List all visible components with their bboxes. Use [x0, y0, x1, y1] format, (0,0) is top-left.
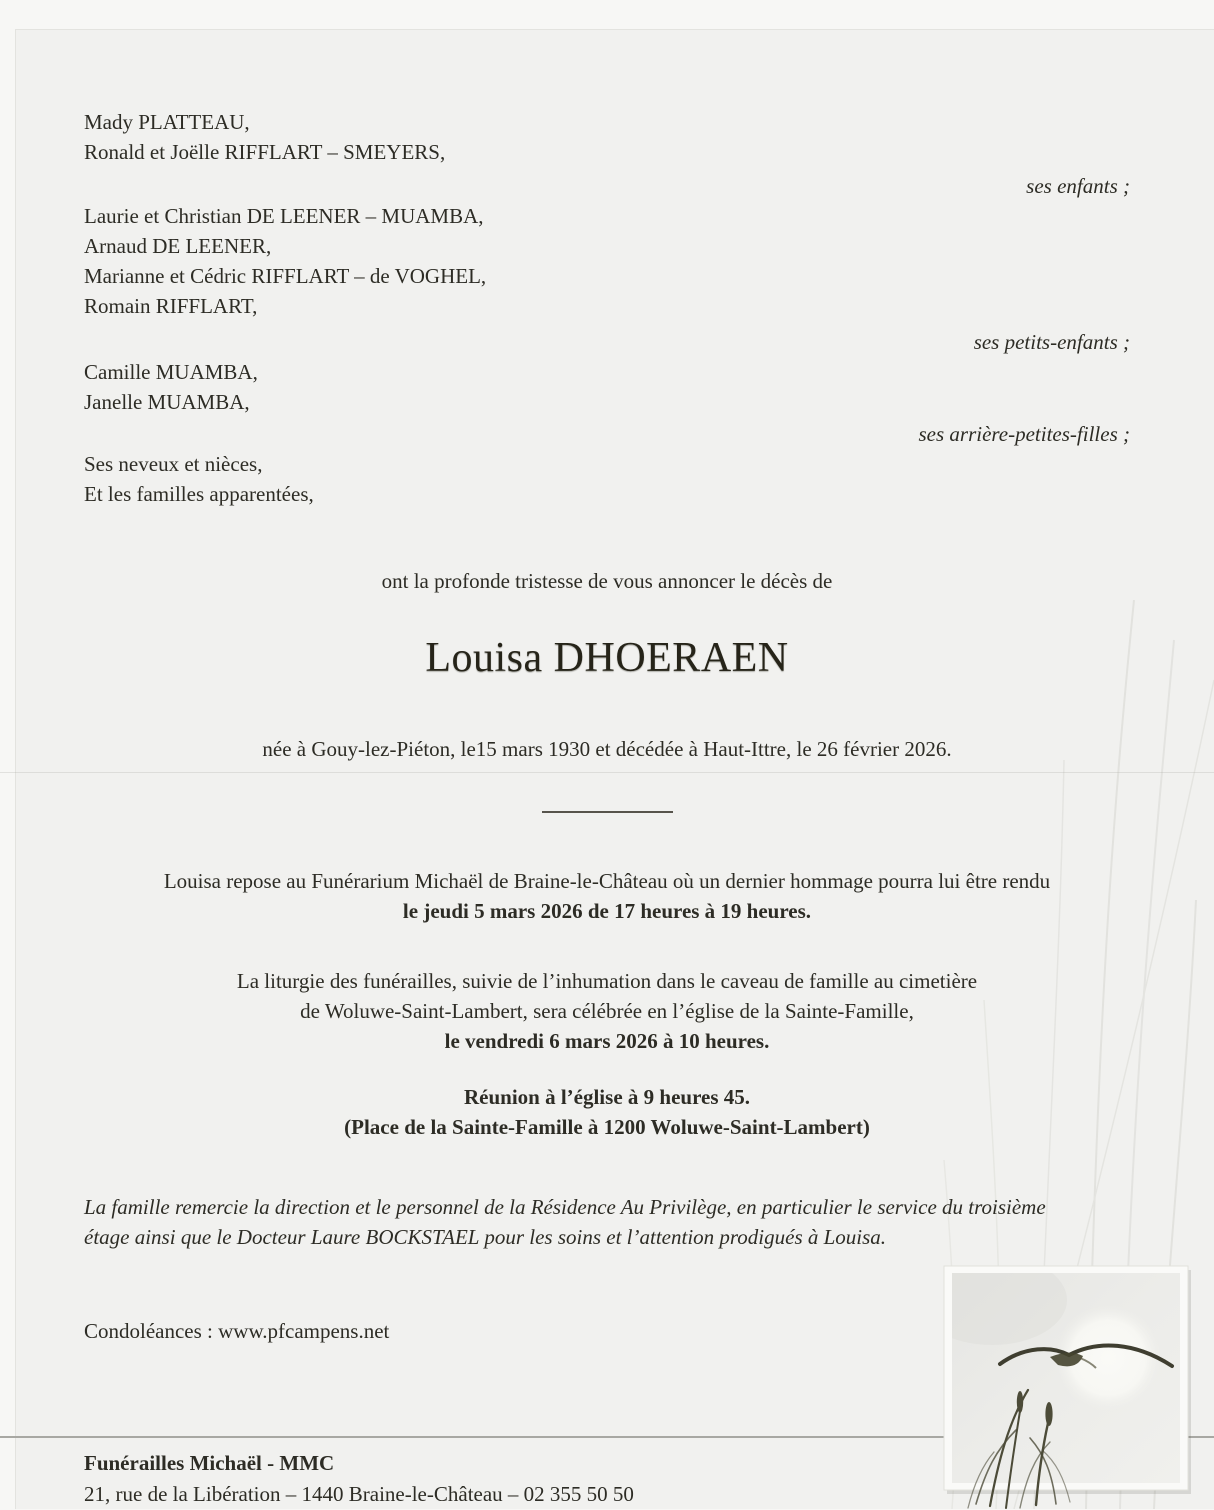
family-name-line: Camille MUAMBA,: [84, 360, 258, 384]
family-name-line: Ronald et Joëlle RIFFLART – SMEYERS,: [84, 140, 446, 164]
condolences-line: Condoléances : www.pfcampens.net: [84, 1319, 390, 1343]
family-name-line: Romain RIFFLART,: [84, 294, 258, 318]
meeting-section: [84, 1082, 1130, 1142]
family-names-section: [84, 107, 1130, 509]
meeting-time-line: Réunion à l’église à 9 heures 45.: [463, 1085, 751, 1109]
footer-address: 21, rue de la Libération – 1440 Braine-le-Château – 02 355 50 50: [84, 1482, 634, 1506]
relation-label-children: ses enfants ;: [1026, 174, 1130, 198]
announcement-intro-line: ont la profonde tristesse de vous annoncer le décès de: [381, 569, 833, 593]
family-name-line: Laurie et Christian DE LEENER – MUAMBA,: [84, 204, 484, 228]
deceased-name-text: Louisa DHOERAEN: [425, 635, 789, 681]
family-name-line: Et les familles apparentées,: [84, 482, 314, 506]
family-name-line: Ses neveux et nièces,: [84, 452, 263, 476]
life-dates-line: née à Gouy-lez-Piéton, le15 mars 1930 et décédée à Haut-Ittre, le 26 février 2026.: [262, 737, 952, 761]
thanks-section: [84, 1192, 1154, 1252]
liturgy-line-1: La liturgie des funérailles, suivie de l’inhumation dans le caveau de famille au cimetière: [236, 969, 978, 993]
footer-company: Funérailles Michaël - MMC: [84, 1451, 335, 1475]
seagull-sketch-image: [930, 1258, 1214, 1509]
family-name-line: Arnaud DE LEENER,: [84, 234, 272, 258]
relation-label-grandchildren: ses petits-enfants ;: [973, 330, 1130, 354]
section-separator-rule: [542, 811, 673, 813]
viewing-line: Louisa repose au Funérarium Michaël de Braine-le-Château où un dernier hommage pourra lui être rendu: [163, 869, 1051, 893]
paper-fold-line: [0, 772, 1214, 773]
family-name-line: Marianne et Cédric RIFFLART – de VOGHEL,: [84, 264, 487, 288]
thanks-line-2: étage ainsi que le Docteur Laure BOCKSTAEL pour les soins et l’attention prodigués à Louisa.: [84, 1225, 887, 1249]
meeting-place-line: (Place de la Sainte-Famille à 1200 Woluwe-Saint-Lambert): [344, 1115, 870, 1139]
deceased-name-title: [84, 632, 1130, 684]
liturgy-line-2: de Woluwe-Saint-Lambert, sera célébrée en l’église de la Sainte-Famille,: [300, 999, 914, 1023]
liturgy-time-line: le vendredi 6 mars 2026 à 10 heures.: [444, 1029, 770, 1053]
viewing-time-line: le jeudi 5 mars 2026 de 17 heures à 19 heures.: [402, 899, 812, 923]
thanks-line-1: La famille remercie la direction et le personnel de la Résidence Au Privilège, en particulier le service du troisième: [84, 1195, 1046, 1219]
viewing-section: [84, 866, 1130, 926]
relation-label-great-granddaughters: ses arrière-petites-filles ;: [918, 422, 1130, 446]
family-name-line: Mady PLATTEAU,: [84, 110, 250, 134]
liturgy-section: [84, 966, 1130, 1056]
family-name-line: Janelle MUAMBA,: [84, 390, 250, 414]
